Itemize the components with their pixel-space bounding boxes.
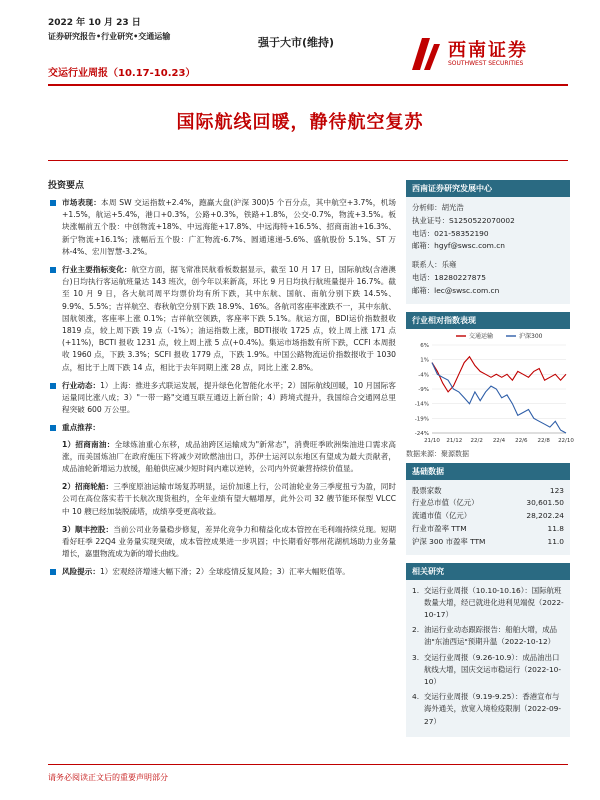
logo-mark-icon — [408, 34, 444, 74]
analyst-panel — [406, 197, 570, 304]
trend-label: 行业动态： — [62, 380, 101, 390]
footer-rule — [48, 764, 568, 765]
contact-line: 电话：18280227875 — [412, 272, 486, 282]
row-value: 11.8 — [547, 523, 564, 533]
rating: 强于大市(维持) — [258, 36, 335, 49]
chart-y-tick: -9% — [418, 386, 429, 393]
row-value: 123 — [549, 485, 564, 495]
bullet-icon — [50, 267, 56, 273]
row-label: 流通市值（亿元） — [412, 511, 472, 521]
related-bar: 相关研究 — [406, 563, 570, 580]
analyst-line: 执业证号：S1250522070002 — [412, 215, 515, 225]
basic-data-row — [412, 510, 564, 523]
row-label: 行业市盈率 TTM — [412, 523, 467, 533]
chart-legend-label: 交通运输 — [469, 332, 494, 340]
row-value: 11.0 — [547, 536, 564, 546]
analyst-line: 电话：021-58352190 — [412, 228, 489, 238]
basic-data-panel — [406, 480, 570, 555]
related-text: 交运行业周报（9.26-10.9）：成品油出口航线大增，国庆交运市稳运行（2022-10-10） — [424, 652, 562, 686]
chart-y-tick: -4% — [418, 371, 429, 378]
chart-x-tick: 21/10 — [424, 437, 440, 444]
basic-data-bar: 基础数据 — [406, 463, 570, 480]
trend-text: 1）上海：推进多式联运发展，提升绿色化智能化水平；2）国际航线回暖，10 月国际客运量同比涨八成；3）"一带一路"交通互联互通迈上新台阶；4）跨境式提升，我国综合交通网总里程突破 600 万公里。 — [62, 380, 396, 415]
chart-series-line — [432, 362, 566, 432]
logo-text-cn: 西南证券 — [448, 40, 528, 61]
related-item[interactable] — [412, 652, 564, 689]
chart-source: 数据来源：聚源数据 — [406, 449, 469, 458]
chart-x-tick: 22/6 — [515, 437, 528, 444]
indicator-changes — [48, 264, 396, 374]
indicator-text: 航空方面，据飞常准民航看板数据显示，截至 10 月 17 日，国际航线(含港澳台)日均执行客运航班量达 143 班次，创今年以来新高，环比 9 月日均执行航班量提升 16.7%。截至 10 月 9 日，各大航司周平均票价均有所下跌，其中东航、国航、南航分别下跌 14.5%、9.9%、5.5%；吉祥航空、春秋航空分别下跌 18.9%、16%。各航司客座率涨跌不一，其中东航、国航领涨，客座率上涨 0.1%；吉祥航空领跌，客座率下跌 5.1%。航运方面，BDI运价指数报收 1819 点，较上周下跌 19 点（-1%）；油运指数上涨，BDTI报收 1725 点，较上周上涨 171 点(+11%)，BCTI 报收 1231 点，较上周上涨 5 点(+0.4%)。集运市场指数有所下跌，CCFI 本周报收 1960 点，下跌 3.3%；SCFI 报收 1779 点，下跌 1.9%。中国公路物流运价指数报收于 1030 点，相比于上周下跌 14 点，相比于去年同期上涨 28 点，同比上涨 2.8%。 — [62, 265, 396, 372]
row-label: 沪深 300 市盈率 TTM — [412, 536, 486, 546]
basic-data-row — [412, 497, 564, 510]
focus-heading — [48, 422, 396, 434]
focus-3-text: 当前公司业务量稳步修复，差异化竞争力和精益化成本管控在毛利端持续兑现。短期看好旺季 22Q4 业务量实现突破，成本管控成果进一步巩固；中长期看好鄂州花湖机场助力业务量增长，嘉盟物流成为新的增长曲线。 — [62, 524, 396, 559]
bullet-icon — [50, 383, 56, 389]
related-num: 2. — [412, 625, 420, 635]
focus-2-text: 三季度原油运输市场复苏明显，运价加速上行，公司油轮业务三季度扭亏为盈，同时公司在高位落实若干长航次现货租约，全年业绩有望大幅增厚，此外公司 32 艘节能环保型 VLCC 中 10 艘已经加装脱硫塔，成绩享受更高收益。 — [62, 482, 396, 516]
row-label: 行业总市值（亿元） — [412, 498, 479, 508]
report-date: 2022 年 10 月 23 日 — [48, 18, 141, 28]
related-num: 3. — [412, 652, 420, 662]
focus-1-text: 全球炼油重心东移，成品油跨区运输成为"新常态"，消费旺季欧洲柴油进口需求高涨，而美国炼油厂在政府施压下将减少对欧燃油出口，苏伊士运河以东地区有望成为最大贡献者，成品油轮新增运力放缓，船舶供应减少短时间内难以逆转，公司内外贸兼营持续价值显。 — [62, 439, 396, 474]
market-performance — [48, 197, 396, 258]
related-num: 1. — [412, 585, 420, 595]
basic-data-row — [412, 523, 564, 536]
chart-y-tick: 6% — [420, 342, 429, 349]
main-title: 国际航线回暖，静待航空复苏 — [176, 112, 424, 133]
chart-y-tick: -19% — [414, 415, 429, 422]
focus-label: 重点推荐： — [62, 423, 100, 433]
chart-x-tick: 21/12 — [446, 437, 463, 444]
sidebar-column — [406, 180, 574, 745]
basic-data-row — [412, 485, 564, 498]
indicator-label: 行业主要指标变化： — [62, 265, 132, 275]
summary-heading: 投资要点 — [48, 181, 85, 191]
report-type: 证券研究报告•行业研究•交通运输 — [48, 32, 171, 41]
focus-item-3 — [48, 524, 396, 561]
market-text: 本周 SW 交运指数+2.4%，跑赢大盘(沪深 300)5 个百分点，其中航空+3.7%，机场+1.5%，航运+5.4%，港口+0.3%，公路+0.3%，铁路+1.8%，公交-0.7%，物流+3.5%。板块涨幅前五个股：中创物流+18%、中远海能+17.8%、中远海特+16.5%、招商南油+16.3%、新宁物流+16.1%；涨幅后五个股：广汇物流-6.7%、圆通速递-5.6%、盛航股份 5.1%、ST 万林-4%、宏川智慧-3.2%。 — [62, 198, 396, 256]
related-item[interactable] — [412, 624, 564, 648]
chart-y-tick: 1% — [420, 357, 429, 364]
basic-data-row — [412, 536, 564, 549]
chart-x-tick: 22/8 — [537, 437, 550, 444]
logo-text-en: SOUTHWEST SECURITIES — [448, 60, 524, 67]
company-logo — [408, 32, 568, 76]
chart-legend-label: 沪深300 — [519, 332, 543, 340]
related-panel — [406, 580, 570, 737]
related-item[interactable] — [412, 691, 564, 728]
analyst-bar: 西南证券研究发展中心 — [406, 180, 570, 197]
row-label: 股票家数 — [412, 485, 442, 495]
related-text: 交运行业周报（9.19-9.25）：香港宣布与海外通关，放宽入境检疫限制（2022-09-27） — [424, 692, 562, 726]
risk-label: 风险提示： — [62, 567, 100, 577]
focus-2-label: 2）招商轮船： — [62, 482, 114, 492]
chart-bar: 行业相对指数表现 — [406, 312, 570, 329]
related-item[interactable] — [412, 585, 564, 622]
chart-y-tick: -24% — [414, 430, 429, 437]
contact-email[interactable]: 邮箱：lec@swsc.com.cn — [412, 285, 500, 295]
market-label: 市场表现： — [62, 198, 102, 207]
bullet-icon — [50, 569, 56, 575]
chart-x-tick: 22/4 — [492, 437, 506, 444]
contact-line: 联系人：乐雍 — [412, 260, 457, 270]
footer-disclaimer[interactable]: 请务必阅读正文后的重要声明部分 — [48, 773, 168, 782]
bullet-icon — [50, 200, 56, 206]
index-chart — [406, 329, 574, 447]
title-rule — [48, 160, 568, 161]
focus-item-1 — [48, 439, 396, 476]
bullet-icon — [50, 425, 56, 431]
related-text: 交运行业周报（10.10-10.16）：国际航班数量大增，经已就进化进利见端倪（2022-10-17） — [424, 585, 564, 619]
analyst-line: 分析师：胡光浩 — [412, 203, 464, 212]
risk-warning — [48, 566, 396, 578]
focus-3-label: 3）顺丰控股： — [62, 524, 114, 534]
chart-svg — [406, 329, 574, 447]
risk-text: 1）宏观经济增速大幅下滑；2）全球疫情反复风险；3）汇率大幅贬值等。 — [99, 567, 350, 577]
chart-x-tick: 22/10 — [558, 437, 574, 444]
chart-y-tick: -14% — [414, 401, 429, 408]
analyst-email[interactable]: 邮箱：hgyf@swsc.com.cn — [412, 241, 505, 251]
focus-item-2 — [48, 481, 396, 518]
industry-trends — [48, 380, 396, 417]
focus-1-label: 1）招商南油： — [62, 439, 115, 449]
row-value: 30,601.50 — [526, 498, 564, 508]
row-value: 28,202.24 — [526, 511, 564, 521]
summary-column — [48, 178, 396, 585]
related-text: 油运行业动态跟踪报告：船舶大增，成品油"东油西运"预期升温（2022-10-12） — [424, 625, 558, 647]
related-num: 4. — [412, 692, 420, 702]
header-rule — [48, 84, 568, 86]
weekly-title: 交运行业周报（10.17-10.23） — [48, 68, 196, 79]
chart-x-tick: 22/2 — [470, 437, 483, 444]
header-meta — [48, 17, 170, 43]
